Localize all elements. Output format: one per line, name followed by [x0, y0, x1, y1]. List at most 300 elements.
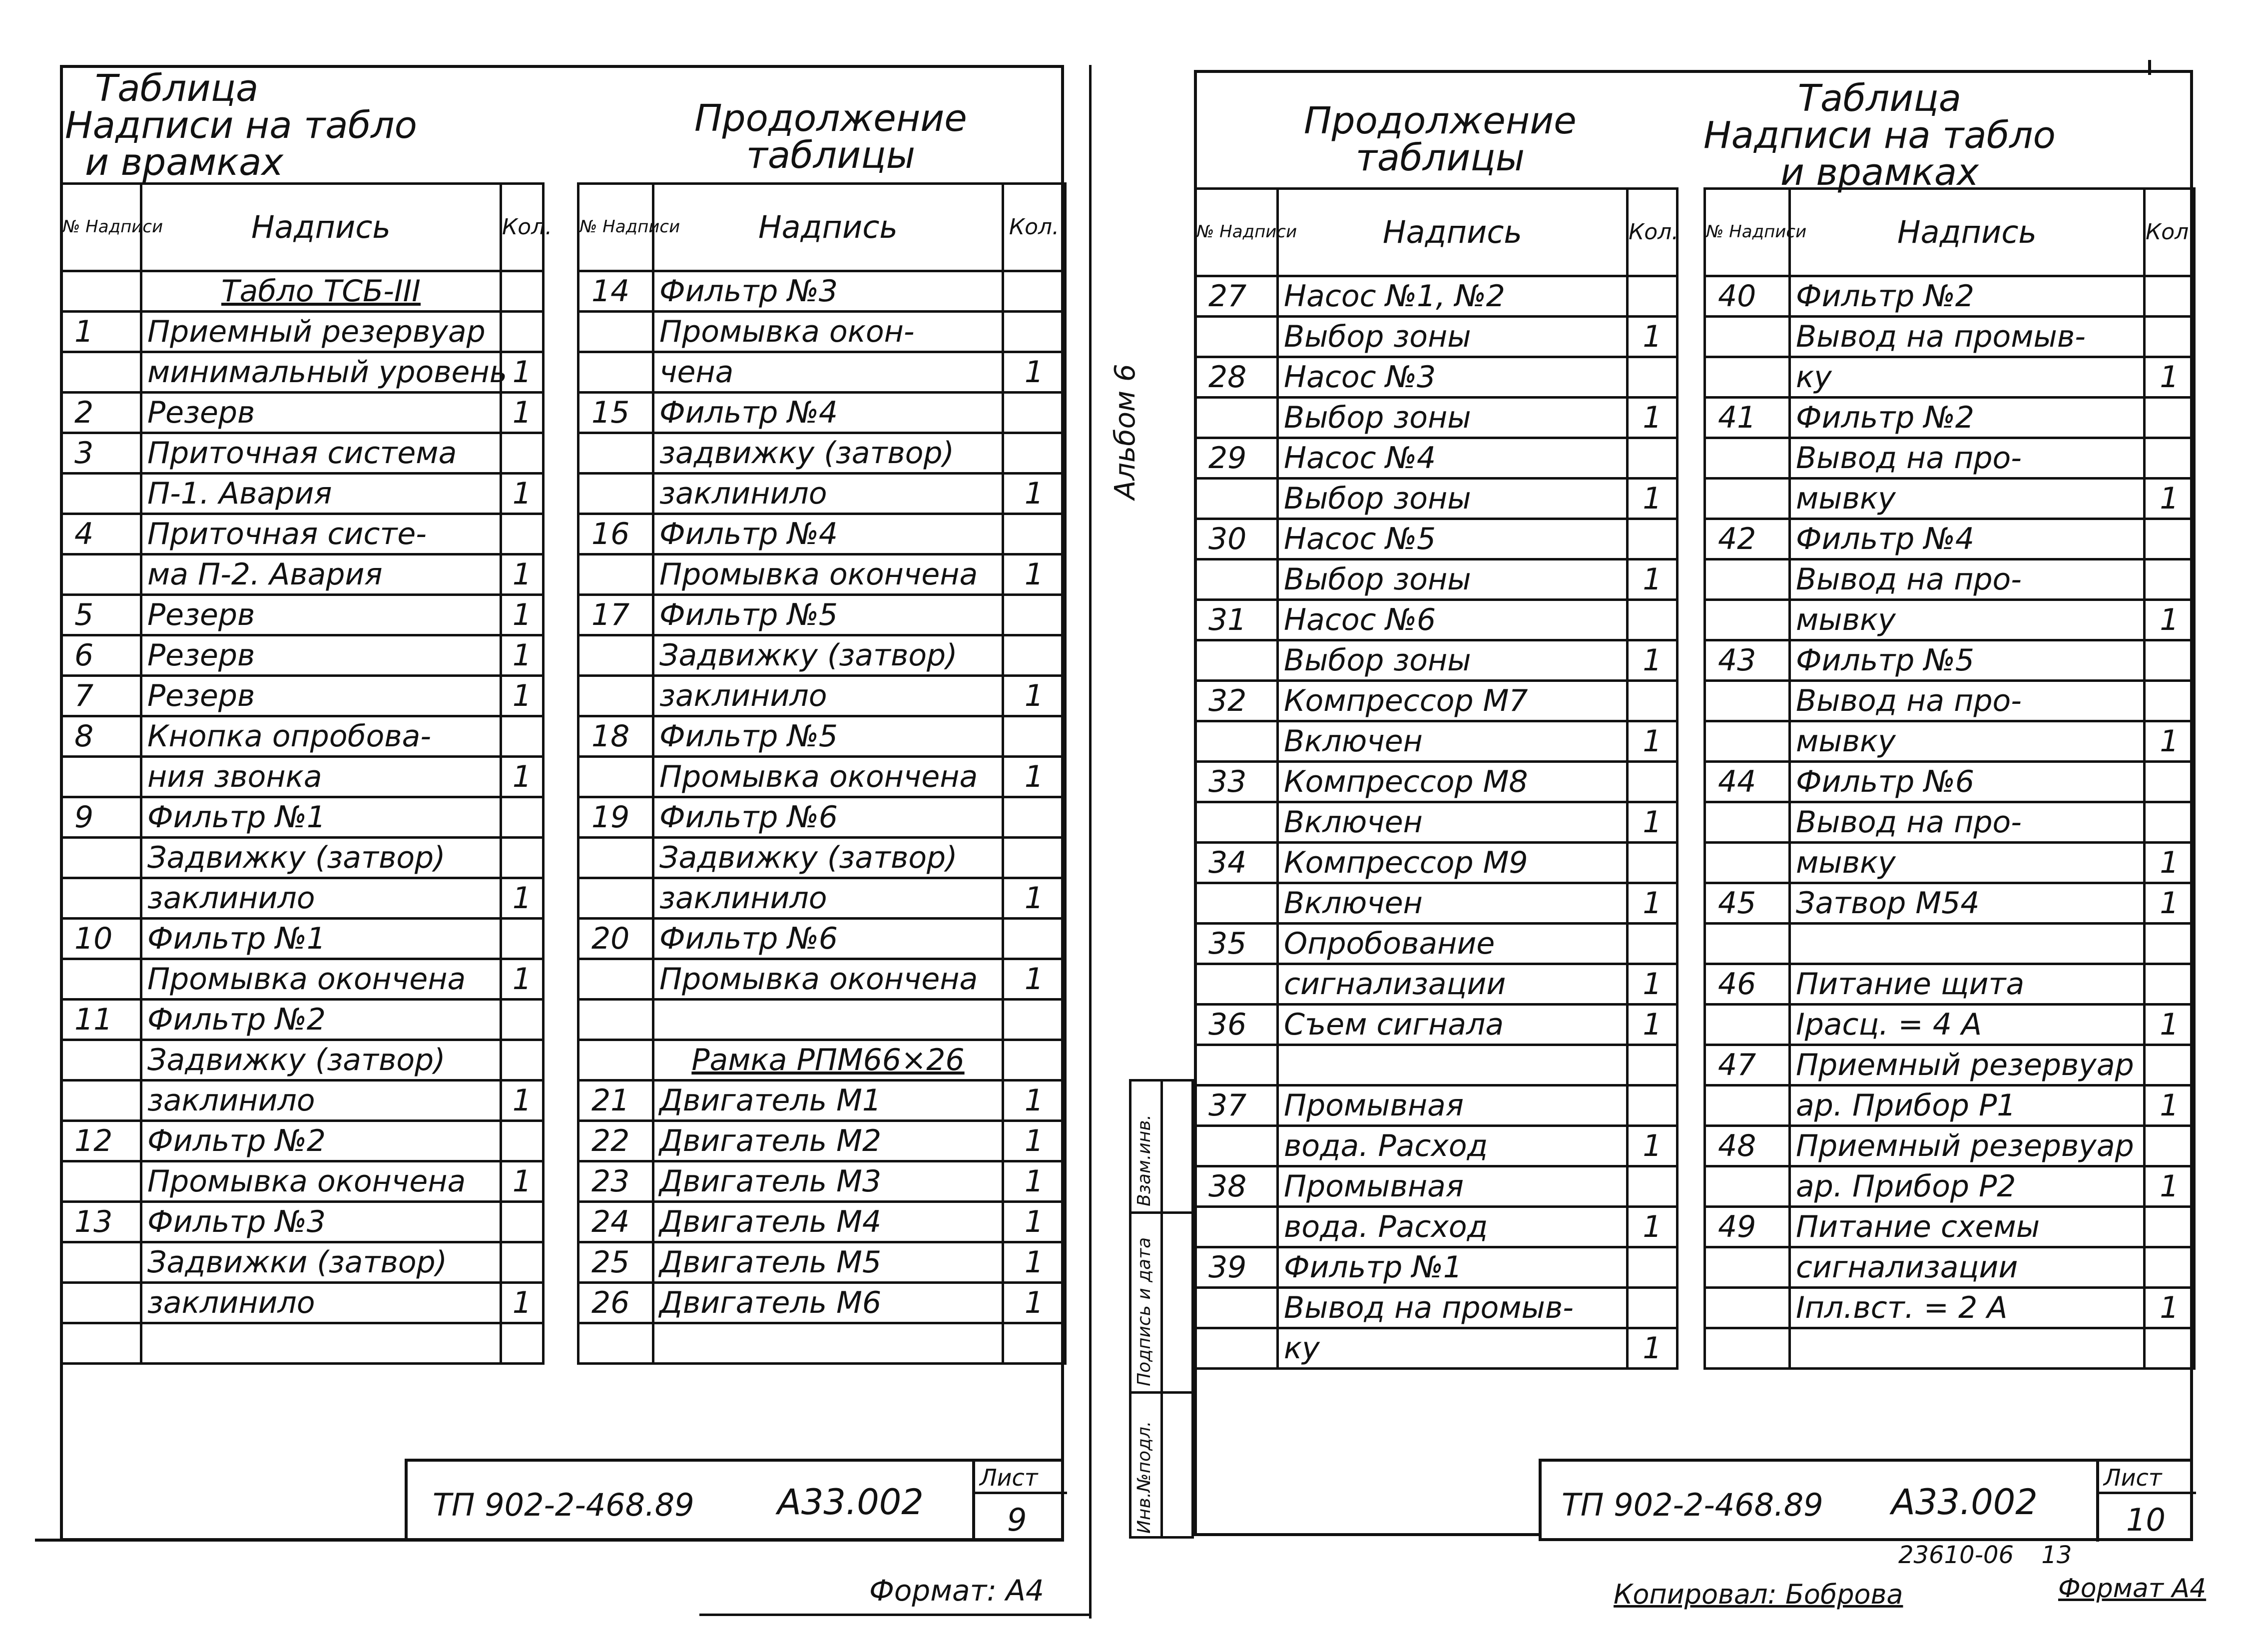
row-qty — [1003, 838, 1066, 878]
row-label: Приточная систе- — [141, 514, 501, 554]
row-qty: 1 — [1003, 1283, 1066, 1323]
row-number — [1195, 1288, 1278, 1328]
row-qty: 1 — [1003, 676, 1066, 716]
row-label: Компрессор М9 — [1278, 843, 1628, 883]
left-stamp-code: ТП 902-2-468.89 — [433, 1487, 694, 1523]
row-qty — [501, 1323, 544, 1364]
row-label: заклинило — [141, 878, 501, 919]
row-qty — [501, 433, 544, 474]
table-row — [1705, 883, 2195, 924]
table-row — [1195, 1247, 1678, 1288]
row-number — [61, 271, 141, 312]
table-row — [578, 919, 1066, 959]
row-number — [578, 1040, 653, 1081]
row-qty: 1 — [2145, 357, 2195, 398]
row-number — [1705, 559, 1790, 600]
table-row — [578, 1161, 1066, 1202]
table-row — [1705, 681, 2195, 721]
row-number: 4 — [61, 514, 141, 554]
row-label: Включен — [1278, 802, 1628, 843]
row-number: 2 — [61, 393, 141, 433]
row-number — [1195, 883, 1278, 924]
table-header-row — [1195, 189, 1678, 276]
row-qty: 1 — [501, 1081, 544, 1121]
row-number — [61, 1242, 141, 1283]
row-label — [1790, 1328, 2145, 1369]
strip-label-replace: Взам.инв. — [1134, 1114, 1154, 1206]
row-qty — [1628, 1086, 1678, 1126]
row-qty: 1 — [1003, 1202, 1066, 1242]
row-qty — [1003, 393, 1066, 433]
row-number: 34 — [1195, 843, 1278, 883]
copied-by: Копировал: Боброва — [1614, 1579, 1903, 1610]
table-row — [61, 433, 544, 474]
row-number: 28 — [1195, 357, 1278, 398]
row-label: Фильтр №1 — [141, 797, 501, 838]
right-continuation-title — [1304, 99, 1577, 179]
row-qty — [2145, 438, 2195, 479]
row-qty: 1 — [501, 959, 544, 1000]
row-qty — [1628, 1288, 1678, 1328]
row-number: 19 — [578, 797, 653, 838]
header-qty: Кол. — [1628, 189, 1678, 276]
row-qty: 1 — [1003, 352, 1066, 393]
table-row — [1705, 1086, 2195, 1126]
table-row — [1705, 843, 2195, 883]
row-qty: 1 — [1628, 317, 1678, 357]
row-label: Двигатель М1 — [653, 1081, 1003, 1121]
table-row — [1195, 1126, 1678, 1166]
row-qty: 1 — [1628, 398, 1678, 438]
row-qty — [501, 716, 544, 757]
row-qty: 1 — [1003, 1242, 1066, 1283]
table-row — [1195, 802, 1678, 843]
row-label: Задвижку (затвор) — [141, 838, 501, 878]
row-qty — [501, 271, 544, 312]
row-qty: 1 — [1628, 1207, 1678, 1247]
left-table-2 — [577, 182, 1067, 1365]
row-label: ку — [1278, 1328, 1628, 1369]
row-qty — [501, 312, 544, 352]
row-label: Питание щита — [1790, 964, 2145, 1005]
header-qty: Кол. — [501, 184, 544, 271]
row-number — [578, 676, 653, 716]
row-number: 35 — [1195, 924, 1278, 964]
left-cont-line-2: таблицы — [746, 134, 916, 177]
row-qty — [2145, 964, 2195, 1005]
stamp-divider — [2096, 1462, 2099, 1542]
row-number — [1195, 559, 1278, 600]
row-number: 23 — [578, 1161, 653, 1202]
row-qty: 1 — [501, 1161, 544, 1202]
table-row — [578, 1323, 1066, 1364]
row-label: Кнопка опробова- — [141, 716, 501, 757]
table-row — [1705, 640, 2195, 681]
table-header-row — [1705, 189, 2195, 276]
table-row — [1195, 276, 1678, 317]
table-row — [61, 959, 544, 1000]
row-label: Приемный резервуар — [1790, 1126, 2145, 1166]
row-label: Насос №3 — [1278, 357, 1628, 398]
table-row — [61, 554, 544, 595]
table-row — [578, 1040, 1066, 1081]
row-number: 37 — [1195, 1086, 1278, 1126]
row-qty: 1 — [1003, 1081, 1066, 1121]
row-number — [1705, 438, 1790, 479]
table-row — [1705, 964, 2195, 1005]
table-row — [61, 312, 544, 352]
row-number — [1705, 924, 1790, 964]
row-label: Фильтр №1 — [1278, 1247, 1628, 1288]
row-number — [1195, 398, 1278, 438]
row-label: Съем сигнала — [1278, 1005, 1628, 1045]
row-qty — [1003, 1040, 1066, 1081]
row-label: Вывод на промыв- — [1790, 317, 2145, 357]
row-label: Двигатель М6 — [653, 1283, 1003, 1323]
row-number: 24 — [578, 1202, 653, 1242]
row-number: 29 — [1195, 438, 1278, 479]
row-qty: 1 — [1003, 878, 1066, 919]
row-label: вода. Расход — [1278, 1207, 1628, 1247]
row-qty — [1628, 519, 1678, 559]
row-number: 8 — [61, 716, 141, 757]
row-number — [61, 757, 141, 797]
header-number: № Надписи — [1195, 189, 1278, 276]
row-number — [1705, 317, 1790, 357]
row-label: заклинило — [653, 474, 1003, 514]
row-number — [61, 1323, 141, 1364]
row-qty — [1003, 1000, 1066, 1040]
row-number: 49 — [1705, 1207, 1790, 1247]
row-label: Фильтр №6 — [653, 797, 1003, 838]
row-number — [61, 474, 141, 514]
row-number — [61, 352, 141, 393]
left-title-block — [405, 1459, 1064, 1541]
stamp-divider — [972, 1462, 975, 1542]
row-number — [1705, 1166, 1790, 1207]
row-label: Фильтр №3 — [653, 271, 1003, 312]
row-number: 21 — [578, 1081, 653, 1121]
row-label: Табло ТСБ-III — [141, 271, 501, 312]
row-label: Включен — [1278, 883, 1628, 924]
row-qty: 1 — [501, 352, 544, 393]
row-label: Фильтр №1 — [141, 919, 501, 959]
row-qty: 1 — [2145, 479, 2195, 519]
row-qty: 1 — [2145, 883, 2195, 924]
row-qty — [1628, 276, 1678, 317]
left-stamp-doc: А33.002 — [777, 1482, 924, 1523]
row-number — [578, 352, 653, 393]
table-row — [1195, 479, 1678, 519]
table-row — [578, 1081, 1066, 1121]
row-number: 31 — [1195, 600, 1278, 640]
table-row — [578, 959, 1066, 1000]
row-qty — [2145, 317, 2195, 357]
row-qty — [1628, 1166, 1678, 1207]
row-label — [653, 1323, 1003, 1364]
row-qty — [501, 1202, 544, 1242]
row-qty: 1 — [1003, 1121, 1066, 1161]
row-qty — [1628, 681, 1678, 721]
row-label: Фильтр №2 — [1790, 398, 2145, 438]
row-label: Фильтр №4 — [653, 514, 1003, 554]
strip-divider — [1131, 1391, 1191, 1394]
row-qty — [2145, 1247, 2195, 1288]
album-label: Альбом 6 — [1109, 364, 1141, 500]
right-stamp-doc: А33.002 — [1891, 1482, 2038, 1523]
row-number: 12 — [61, 1121, 141, 1161]
row-qty — [1003, 797, 1066, 838]
table-row — [578, 1202, 1066, 1242]
row-qty: 1 — [1628, 479, 1678, 519]
row-label: мывку — [1790, 600, 2145, 640]
row-qty: 1 — [501, 757, 544, 797]
table-row — [1195, 924, 1678, 964]
table-row — [61, 393, 544, 433]
left-table-1 — [60, 182, 553, 1365]
row-qty: 1 — [2145, 843, 2195, 883]
left-bottom-line — [35, 1539, 1064, 1542]
row-number — [1195, 640, 1278, 681]
row-label: Задвижку (затвор) — [141, 1040, 501, 1081]
row-label — [653, 1000, 1003, 1040]
row-qty: 1 — [501, 676, 544, 716]
table-row — [1195, 1166, 1678, 1207]
strip-label-sign: Подпись и дата — [1134, 1237, 1154, 1386]
row-number: 44 — [1705, 762, 1790, 802]
row-number — [1195, 1045, 1278, 1086]
row-number — [1195, 1126, 1278, 1166]
right-title-line-3: и врамках — [1780, 151, 1979, 194]
header-number: № Надписи — [1705, 189, 1790, 276]
table-row — [1705, 479, 2195, 519]
left-table-title — [65, 67, 417, 184]
row-qty: 1 — [501, 878, 544, 919]
row-label: Фильтр №2 — [141, 1000, 501, 1040]
row-number — [1705, 1005, 1790, 1045]
row-label: Двигатель М4 — [653, 1202, 1003, 1242]
row-qty: 1 — [501, 595, 544, 635]
table-row — [61, 797, 544, 838]
row-label: Промывка окончена — [653, 757, 1003, 797]
strip-divider — [1131, 1211, 1191, 1214]
table-header-row — [61, 184, 544, 271]
row-qty: 1 — [1628, 802, 1678, 843]
row-number: 46 — [1705, 964, 1790, 1005]
table-row — [1705, 762, 2195, 802]
row-label: заклинило — [653, 878, 1003, 919]
table-row — [61, 514, 544, 554]
row-number — [578, 635, 653, 676]
row-number — [1195, 802, 1278, 843]
table-row — [1705, 721, 2195, 762]
row-number — [578, 757, 653, 797]
row-label: Выбор зоны — [1278, 559, 1628, 600]
row-label: Питание схемы — [1790, 1207, 2145, 1247]
row-label: ма П-2. Авария — [141, 554, 501, 595]
table-row — [61, 1323, 544, 1364]
table-row — [1195, 1207, 1678, 1247]
row-number: 33 — [1195, 762, 1278, 802]
row-number: 1 — [61, 312, 141, 352]
row-qty — [1628, 357, 1678, 398]
row-qty: 1 — [1628, 559, 1678, 600]
row-qty: 1 — [1003, 474, 1066, 514]
row-qty: 1 — [1628, 640, 1678, 681]
row-label: Фильтр №3 — [141, 1202, 501, 1242]
row-number: 42 — [1705, 519, 1790, 559]
table-row — [578, 878, 1066, 919]
row-label: Вывод на про- — [1790, 559, 2145, 600]
table-row — [1705, 600, 2195, 640]
table-row — [578, 797, 1066, 838]
row-qty — [2145, 398, 2195, 438]
row-label: Вывод на про- — [1790, 681, 2145, 721]
row-label: Фильтр №6 — [653, 919, 1003, 959]
stamp-divider — [2096, 1492, 2196, 1494]
row-number: 45 — [1705, 883, 1790, 924]
row-number — [1705, 357, 1790, 398]
row-label: Насос №5 — [1278, 519, 1628, 559]
row-qty: 1 — [1003, 554, 1066, 595]
left-title-line-1: Таблица — [95, 67, 259, 110]
row-label — [1790, 924, 2145, 964]
table-row — [1195, 438, 1678, 479]
row-qty: 1 — [1628, 1005, 1678, 1045]
table-row — [578, 1121, 1066, 1161]
table-row — [1705, 1166, 2195, 1207]
row-qty: 1 — [2145, 1166, 2195, 1207]
row-qty: 1 — [1628, 1126, 1678, 1166]
row-qty — [1003, 595, 1066, 635]
row-number: 43 — [1705, 640, 1790, 681]
table-row — [1195, 721, 1678, 762]
row-qty — [501, 838, 544, 878]
table-header-row — [578, 184, 1066, 271]
table-row — [1195, 317, 1678, 357]
row-number: 25 — [578, 1242, 653, 1283]
row-qty: 1 — [1628, 721, 1678, 762]
row-label: Приемный резервуар — [1790, 1045, 2145, 1086]
row-number — [1195, 317, 1278, 357]
row-label: Iпл.вст. = 2 А — [1790, 1288, 2145, 1328]
row-number: 36 — [1195, 1005, 1278, 1045]
table-row — [578, 1000, 1066, 1040]
row-number: 30 — [1195, 519, 1278, 559]
row-number — [578, 878, 653, 919]
table-row — [578, 838, 1066, 878]
row-label — [1278, 1045, 1628, 1086]
row-qty: 1 — [2145, 721, 2195, 762]
row-number — [61, 554, 141, 595]
stamp-divider — [972, 1492, 1067, 1494]
row-number — [578, 959, 653, 1000]
header-number: № Надписи — [578, 184, 653, 271]
row-label: Рамка РПМ66×26 — [653, 1040, 1003, 1081]
row-number — [1705, 1328, 1790, 1369]
approval-strip — [1129, 1079, 1194, 1539]
table-row — [1195, 559, 1678, 600]
row-qty — [501, 1040, 544, 1081]
row-number: 6 — [61, 635, 141, 676]
copy-number: 23610-06 13 — [1898, 1541, 2072, 1569]
row-qty: 1 — [2145, 1288, 2195, 1328]
row-number: 38 — [1195, 1166, 1278, 1207]
row-number: 16 — [578, 514, 653, 554]
table-row — [61, 1161, 544, 1202]
row-qty — [1003, 635, 1066, 676]
row-number — [1705, 1288, 1790, 1328]
page-divider — [1089, 65, 1092, 1619]
row-qty — [501, 1000, 544, 1040]
row-label: Фильтр №5 — [653, 595, 1003, 635]
row-label: Двигатель М3 — [653, 1161, 1003, 1202]
row-number — [1195, 1328, 1278, 1369]
row-qty — [1628, 762, 1678, 802]
left-title-line-2: Надписи на табло — [65, 104, 417, 147]
right-table-2 — [1703, 187, 2196, 1370]
row-qty — [2145, 640, 2195, 681]
row-qty: 1 — [1003, 757, 1066, 797]
row-qty: 1 — [2145, 1086, 2195, 1126]
right-cont-line-2: таблицы — [1355, 136, 1525, 179]
right-stamp-code: ТП 902-2-468.89 — [1562, 1487, 1823, 1523]
row-number: 3 — [61, 433, 141, 474]
row-qty — [2145, 1207, 2195, 1247]
row-qty — [1628, 843, 1678, 883]
row-number — [1195, 721, 1278, 762]
table-row — [61, 1040, 544, 1081]
row-qty — [1628, 1247, 1678, 1288]
row-qty: 1 — [2145, 600, 2195, 640]
row-number — [578, 838, 653, 878]
row-label: Компрессор М8 — [1278, 762, 1628, 802]
row-number: 18 — [578, 716, 653, 757]
row-number — [1705, 600, 1790, 640]
row-number — [578, 433, 653, 474]
row-number: 13 — [61, 1202, 141, 1242]
row-label: Фильтр №4 — [1790, 519, 2145, 559]
row-qty — [1628, 438, 1678, 479]
row-label: Насос №4 — [1278, 438, 1628, 479]
row-qty — [1003, 716, 1066, 757]
header-number: № Надписи — [61, 184, 141, 271]
row-qty — [2145, 924, 2195, 964]
row-qty — [1003, 312, 1066, 352]
row-qty: 1 — [1628, 1328, 1678, 1369]
table-row — [61, 1000, 544, 1040]
table-row — [578, 716, 1066, 757]
row-label: Выбор зоны — [1278, 479, 1628, 519]
row-qty — [501, 797, 544, 838]
row-number — [578, 474, 653, 514]
table-row — [61, 1081, 544, 1121]
row-number — [1705, 681, 1790, 721]
row-label: сигнализации — [1790, 1247, 2145, 1288]
row-number: 15 — [578, 393, 653, 433]
row-qty — [2145, 1045, 2195, 1086]
table-row — [578, 595, 1066, 635]
table-row — [1195, 519, 1678, 559]
row-label: Насос №1, №2 — [1278, 276, 1628, 317]
row-number — [61, 1081, 141, 1121]
row-label: заклинило — [141, 1283, 501, 1323]
table-row — [61, 716, 544, 757]
table-row — [578, 1242, 1066, 1283]
header-label: Надпись — [653, 184, 1003, 271]
table-row — [61, 1242, 544, 1283]
table-row — [1705, 1288, 2195, 1328]
